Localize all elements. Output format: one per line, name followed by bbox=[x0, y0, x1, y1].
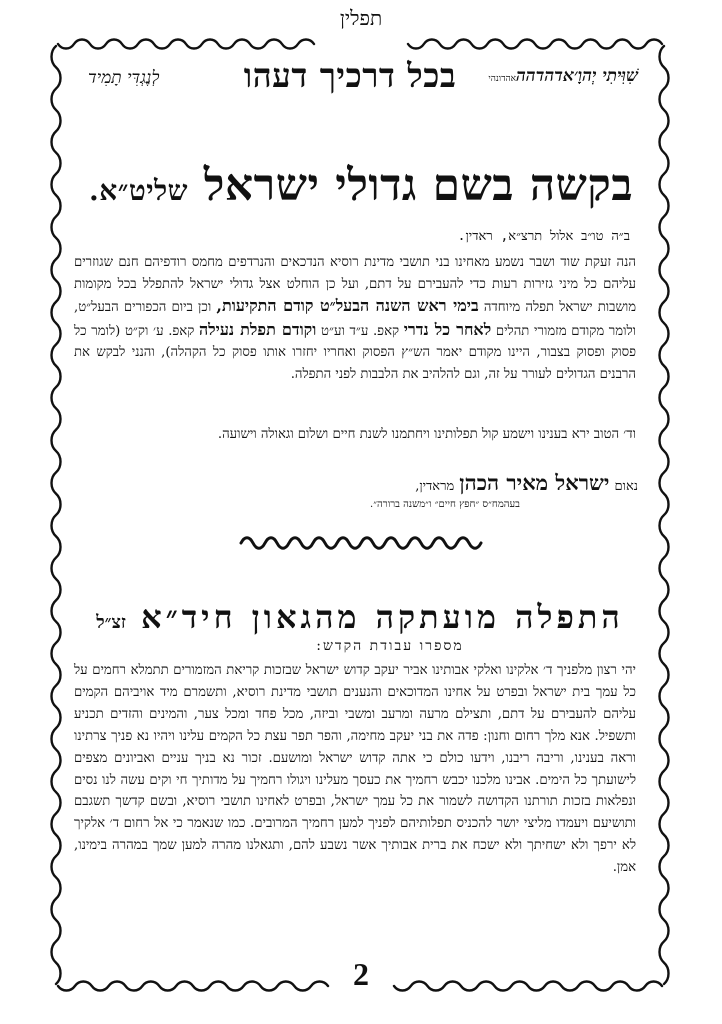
motto-shiviti-text: שִׁוִּיתִי יְהוָ׳אדהדהה bbox=[516, 66, 638, 86]
border-flourish bbox=[408, 40, 662, 49]
paragraph-run: הנה זעקת שוד ושבר נשמע מאחינו בני תושבי מדינת רוסיא הנדכאים והנרדפים מחמס רודפיהם חנם שגוזרים עליהם כל מיני גזירות רעות כדי להעבירם על דתם, ועל כן הוחלט אצל גדולי ישראל להתפלל בכל מקומות מושבות ישראל תפלה מיוחדה bbox=[74, 255, 637, 315]
signature-name: ישראל מאיר הכהן bbox=[459, 470, 610, 495]
paragraph-run: וכן ביום הכפורים הבעל״ט, ולומר מקודם מזמורי תהלים bbox=[74, 300, 637, 339]
motto-bechol-derachecha: בכל דרכיך דעהו bbox=[243, 56, 457, 95]
prayer-source: מספרו עבודת הקדש: bbox=[316, 638, 464, 654]
signature bbox=[120, 470, 638, 496]
prayer-text: יהי רצון מלפניך ד׳ אלקינו ואלקי אבותינו אביר יעקב קדוש ישראל שבזכות קריאת המזמורים תתמלא רחמים על כל עמך בית ישראל ובפרט על אחינו המדוכאים והנענים תושבי מדינת רוסיא, ותשמרם מיד אויביהם הקמים עליהם להעבירם על דתם, ותצילם מרעה ומרעב ומשבי וביזה, מכל פחד ומכל צער, והמינים והזדים תכניע ותשפיל. אנא מלך רחום וחנון: פדה את בני יעקב מחימה, והפר תפר עצת כל הקמים עלינו ויהיו נא פניך צרתינו וראה בענינו, וריבה ריבנו, וידעו כולם כי אתה קדוש ישראל ומושעם. זכור נא בניך עניים ואביונים מצפים לישועתך כל הימים. אבינו מלכנו יכבש רחמיך את כעסך מעלינו ויגולו רחמיך על מדותיך חי וקים עשה לנו נסים ונפלאות בזכות תורתנו הקדושה לשמור את כל עמך ישראל, ובפרט לאחינו תושבי רוסיא, ובשם קדשך תשגבם ותושיעם ויעמדו מליצי יושר להכניס תפלותיהם לפניך למען רחמיך המרובים. כמו שנאמר כי אל רחום ד׳ אלקיך לא ירפך ולא ישחיתך ולא ישכח את ברית אבותיך אשר נשבע להם, ותגאלנו מהרה למען שמך במהרה בימינו, אמן. bbox=[74, 663, 636, 876]
motto-shiviti-small: אהדונהי bbox=[488, 74, 517, 84]
section-label: תפלין bbox=[339, 6, 383, 30]
ornamental-divider bbox=[235, 531, 487, 555]
emphasis-text: לאחר כל נדרי bbox=[403, 319, 492, 339]
prayer-title bbox=[64, 598, 656, 636]
prayer-title-suffix: זצ״ל bbox=[96, 612, 126, 633]
motto-lenegdi-tamid: לְנֶגְדִּי תָמִיד bbox=[88, 68, 160, 88]
emphasis-text: בימי ראש השנה הבעל״ט קודם התקיעות, bbox=[216, 296, 479, 315]
border-flourish bbox=[660, 46, 669, 984]
request-blessing: וד׳ הטוב ירא בענינו וישמע קול תפלותינו ויחתמנו לשנת חיים ושלום וגאולה וישועה. bbox=[217, 427, 636, 442]
emphasis-text: וקודם תפלת נעילה bbox=[198, 319, 317, 339]
paragraph-run: קאפ. ע״ד וע״ט bbox=[316, 323, 404, 339]
page-number: 2 bbox=[353, 956, 369, 992]
divider-flourish bbox=[241, 538, 481, 549]
paragraph-run: קאפ. ע׳ וק״ט (לומר כל פסוק ופסוק בצבור, היינו מקודם יאמר הש״ץ הפסוק ואחריו יחזרו אותו פסוק כל הקהלה), והנני לבקש את הרבנים הגדולים לעורר על זה, וגם להלהיב את הלבבות לפני התפלה. bbox=[74, 323, 636, 382]
signature-suffix: מראדין, bbox=[415, 479, 455, 494]
signature-prefix: נאום bbox=[614, 479, 638, 494]
motto-shiviti bbox=[488, 66, 638, 86]
prayer-title-text: התפלה מועתקה מהגאון חיד״א bbox=[141, 598, 624, 636]
request-paragraph bbox=[74, 252, 636, 385]
border-flourish bbox=[58, 40, 314, 49]
request-title bbox=[72, 160, 650, 211]
border-flourish bbox=[52, 46, 61, 984]
request-title-text: בקשה בשם גדולי ישראל bbox=[203, 160, 634, 211]
dateline: ב״ה טו״ב אלול תרצ״א, ראדין. bbox=[457, 229, 630, 244]
signature-note: בעהמח״ס ״חפץ חיים״ ו״משנה ברורה״. bbox=[370, 499, 520, 510]
request-title-suffix: שליט״א. bbox=[88, 174, 189, 207]
